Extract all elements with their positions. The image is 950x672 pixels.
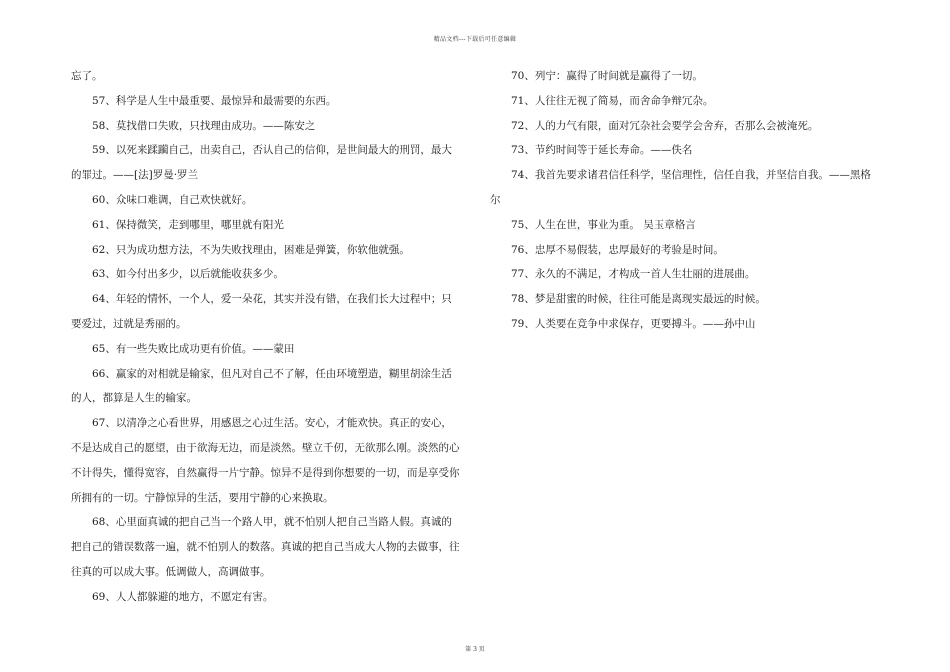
- quote-76: 76、忠厚不易假装，忠厚最好的考验是时间。: [511, 243, 724, 256]
- quote-78: 78、梦是甜蜜的时候，往往可能是离现实最远的时候。: [511, 293, 766, 306]
- quote-60: 60、众味口难调，自己欢快就好。: [92, 193, 253, 206]
- quote-69: 69、人人都躲避的地方，不愿定有害。: [92, 590, 274, 603]
- page-header: 精品文档---下载后可任意编辑: [433, 36, 517, 43]
- paragraph: 忘了。: [71, 70, 103, 82]
- quote-70: 70、列宁：赢得了时间就是赢得了一切。: [511, 70, 703, 82]
- quote-72: 72、人的力气有限，面对冗杂社会要学会舍弃，否那么会被淹死。: [511, 119, 819, 132]
- quote-62: 62、只为成功想方法，不为失败找理由，困难是弹簧，你软他就强。: [92, 243, 410, 256]
- quote-79: 79、人类要在竞争中求保存，更要搏斗。——孙中山: [511, 317, 756, 330]
- quote-65: 65、有一些失败比成功更有价值。——蒙田: [92, 342, 295, 355]
- quote-68: 68、心里面真诚的把自己当一个路人甲，就不怕别人把自己当路人假。真诚的把自己的错误数落一遍，就不怕别人的数落。真诚的把自己当成大人物的去做事，往往真的可以成大事。低调做人，高调做事。: [71, 516, 460, 578]
- quote-58: 58、莫找借口失败，只找理由成功。——陈安之: [92, 119, 316, 132]
- quote-63: 63、如今付出多少，以后就能收获多少。: [92, 268, 284, 281]
- quote-64: 64、年轻的情怀，一个人，爱一朵花，其实并没有错，在我们长大过程中；只要爱过，过就是秀丽的。: [71, 293, 452, 330]
- quote-57: 57、科学是人生中最重要、最惊异和最需要的东西。: [92, 94, 337, 107]
- quote-75: 75、人生在世，事业为重。 吴玉章格言: [511, 218, 696, 231]
- quote-77: 77、永久的不满足，才构成一首人生壮丽的进展曲。: [511, 268, 756, 281]
- quote-66: 66、赢家的对相就是输家，但凡对自己不了解，任由环境塑造，糊里胡涂生活的人，都算是人生的输家。: [71, 367, 452, 405]
- page-number: 第 3 页: [465, 646, 485, 653]
- quote-59: 59、以死来蹂躏自己，出卖自己，否认自己的信仰，是世间最大的刑罚，最大的罪过。——[法]罗曼·罗兰: [71, 144, 452, 182]
- quote-61: 61、保持微笑，走到哪里，哪里就有阳光: [92, 218, 284, 231]
- right-column: [490, 64, 880, 337]
- quote-74: 74、我首先要求诸君信任科学，坚信理性，信任自我，并坚信自我。——黑格尔: [490, 169, 871, 206]
- left-column: [71, 64, 461, 610]
- quote-67: 67、以清净之心看世界，用感恩之心过生活。安心，才能欢快。真正的安心，不是达成自己的愿望，由于欲海无边，而是淡然。壁立千仞，无欲那么刚。淡然的心不计得失，懂得宽容，自然赢得一片宁静。惊异不是得到你想要的一切，而是享受你所拥有的一切。宁静惊异的生活，要用宁静的心来换取。: [71, 417, 460, 504]
- quote-71: 71、人往往无视了简易，而舍命争辩冗杂。: [511, 94, 714, 107]
- quote-73: 73、节约时间等于延长寿命。——佚名: [511, 144, 693, 157]
